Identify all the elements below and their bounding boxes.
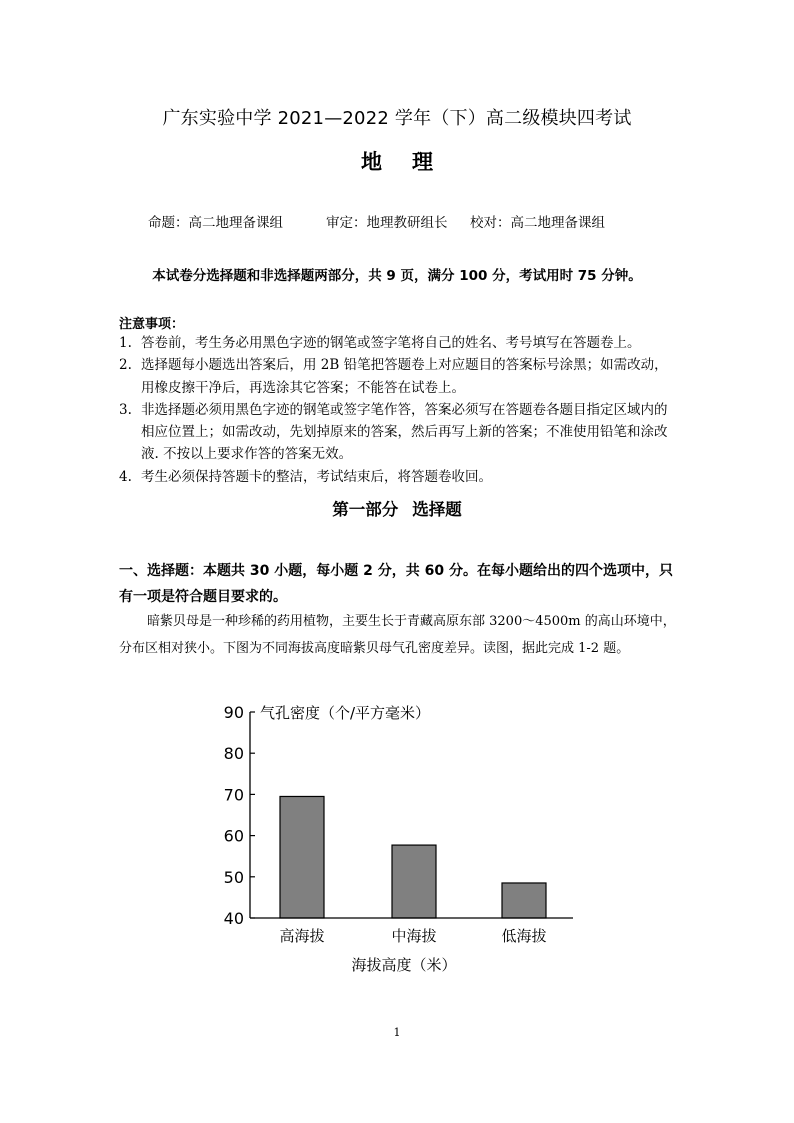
part-name: 选择题 — [412, 500, 462, 519]
x-category-label: 中海拔 — [391, 927, 437, 945]
bar — [392, 845, 436, 918]
notes-title: 注意事项： — [119, 317, 185, 332]
bar — [502, 883, 546, 918]
credit-author: 命题：高二地理备课组 — [148, 215, 283, 231]
notes-list — [119, 332, 679, 488]
credit-proofreader: 校对：高二地理备课组 — [470, 215, 605, 231]
subject-char: 理 — [412, 150, 433, 174]
note-number: 4. — [119, 468, 132, 485]
y-tick-label: 50 — [223, 867, 244, 887]
y-tick-label: 60 — [223, 826, 244, 846]
subject-char: 地 — [361, 150, 382, 174]
subject-title — [0, 146, 794, 176]
x-axis-label: 海拔高度（米） — [351, 956, 457, 974]
part-title — [0, 496, 794, 520]
y-tick-label: 80 — [223, 744, 244, 764]
y-tick-label: 40 — [223, 909, 244, 928]
note-text: 选择题每小题选出答案后，用 2B 铅笔把答题卷上对应题目的答案标号涂黑；如需改动，用橡皮擦干净后，再选涂其它答案；不能答在试卷上。 — [141, 357, 668, 396]
exam-title: 广东实验中学 2021—2022 学年（下）高二级模块四考试 — [162, 108, 632, 129]
note-number: 1. — [119, 335, 132, 351]
stomata-density-chart — [200, 690, 600, 980]
y-tick-label: 70 — [223, 785, 244, 805]
x-category-label: 低海拔 — [501, 927, 547, 945]
note-item — [119, 354, 679, 399]
chart-title: 气孔密度（个/平方毫米） — [260, 704, 431, 722]
question-passage: 暗紫贝母是一种珍稀的药用植物，主要生长于青藏高原东部 3200～4500m 的高山环境中，分布区相对狭小。下图为不同海拔高度暗紫贝母气孔密度差异。读图，据此完成 1-2 题。 — [119, 614, 676, 656]
note-item — [119, 466, 679, 488]
exam-intro: 本试卷分选择题和非选择题两部分，共 9 页，满分 100 分，考试用时 75 分钟。 — [152, 268, 642, 284]
note-text: 考生必须保持答题卡的整洁，考试结束后，将答题卷收回。 — [141, 468, 492, 485]
note-text: 非选择题必须用黑色字迹的钢笔或签字笔作答，答案必须写在答题卷各题目指定区域内的相应位置上；如需改动，先划掉原来的答案，然后再写上新的答案；不准使用铅笔和涂改液. 不按以上要求作答的答案无效。 — [141, 401, 668, 463]
x-category-label: 高海拔 — [279, 927, 325, 945]
note-item — [119, 399, 679, 466]
bar — [280, 796, 324, 918]
part-label: 第一部分 — [332, 500, 399, 519]
note-number: 2. — [119, 357, 132, 374]
section-heading: 一、选择题：本题共 30 小题，每小题 2 分，共 60 分。在每小题给出的四个选项中，只有一项是符合题目要求的。 — [119, 563, 673, 605]
credit-reviewer: 审定：地理教研组长 — [326, 215, 448, 231]
note-number: 3. — [119, 401, 132, 418]
note-text: 答卷前，考生务必用黑色字迹的钢笔或签字笔将自己的姓名、考号填写在答题卷上。 — [141, 335, 641, 351]
note-item — [119, 332, 679, 354]
page-number: 1 — [393, 1026, 401, 1039]
y-tick-label: 90 — [223, 703, 244, 722]
